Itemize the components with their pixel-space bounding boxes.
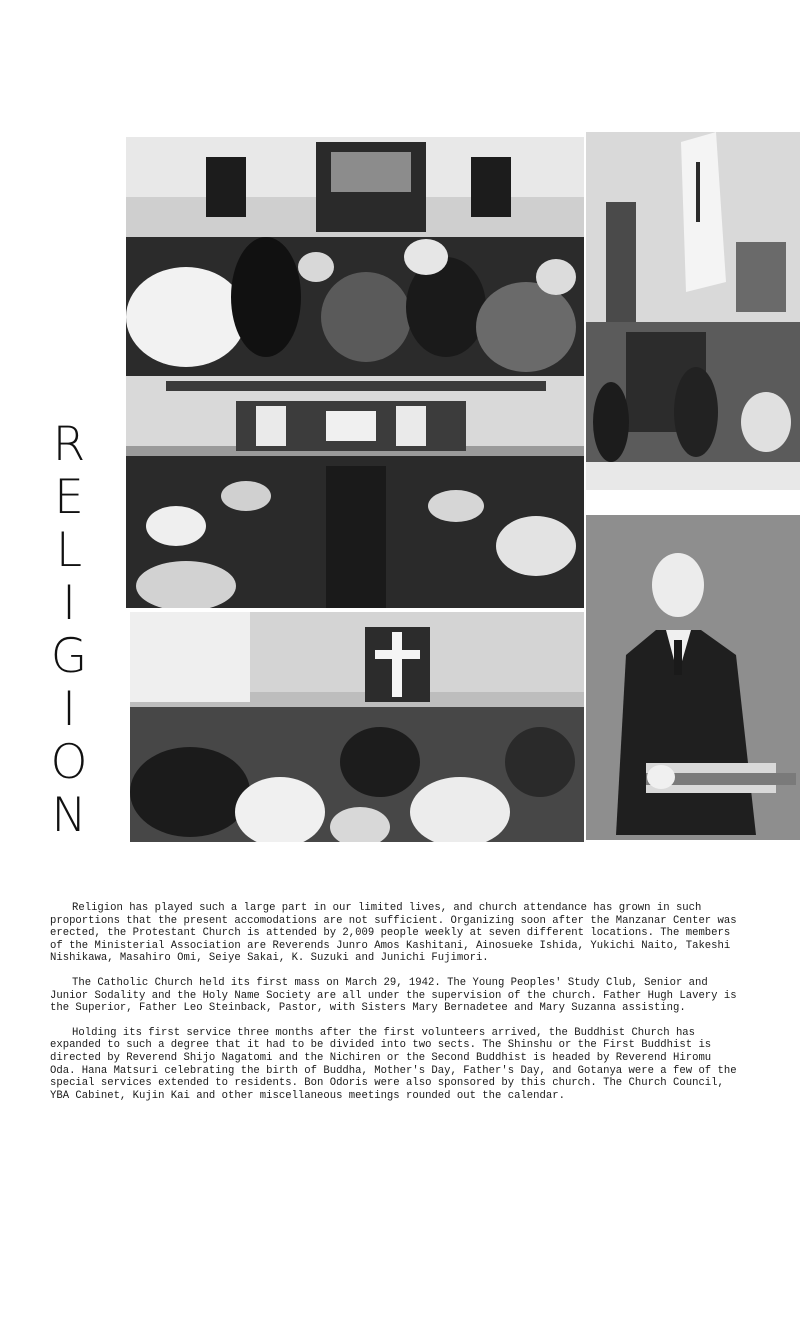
title-letter: I [62,576,76,631]
chapel-cross-photo [130,612,584,842]
paragraph-buddhist: Holding its first service three months after the first volunteers arrived, the Buddhist Church has expanded to such a degree that it had to be divided into two sects. The Shinshu or the First Buddhist is directed by Reverend Shijo Nagatomi and the Nichiren or the Second Buddhist is headed by Reverend Hiromu Oda. Hana Matsuri celebrating the birth of Buddha, Mother's Day, Father's Day, and Gotanya were a few of the special services extended to residents. Bon Odoris were also sponsored by this church. The Church Council, YBA Cabinet, Kujin Kai and other miscellaneous meetings rounded out the calendar. [50,1026,737,1102]
title-letter: I [62,682,76,737]
title-letter: L [55,523,83,578]
article-body [50,902,738,1114]
reverend-portrait-photo [586,515,800,840]
section-title [44,418,94,842]
church-service-photo [126,137,584,376]
paragraph-catholic: The Catholic Church held its first mass on March 29, 1942. The Young Peoples' Study Club, Senior and Junior Sodality and the Holy Name Society are all under the supervision of the church. Father Hugh Lavery is the Superior, Father Leo Steinback, Pastor, with Sisters Mary Bernadetee and Mary Suzanna assisting. [50,976,737,1015]
title-letter: G [50,629,88,684]
outdoor-monument-photo [586,132,800,490]
title-letter: R [52,417,86,472]
title-letter: N [51,788,87,843]
title-letter: O [50,735,88,790]
title-letter: E [54,470,84,525]
congregation-hall-photo [126,376,584,608]
paragraph-protestant: Religion has played such a large part in our limited lives, and church attendance has grown in such proportions that the present accomodations are not sufficient. Organizing soon after the Manzanar Center was erected, the Protestant Church is attended by 2,009 people weekly at seven different locations. The members of the Ministerial Association are Reverends Junro Amos Kashitani, Ainosueke Ishida, Yukichi Naito, Takeshi Nishikawa, Masahiro Omi, Seiye Sakai, K. Suzuki and Junichi Fujimori. [50,902,737,965]
